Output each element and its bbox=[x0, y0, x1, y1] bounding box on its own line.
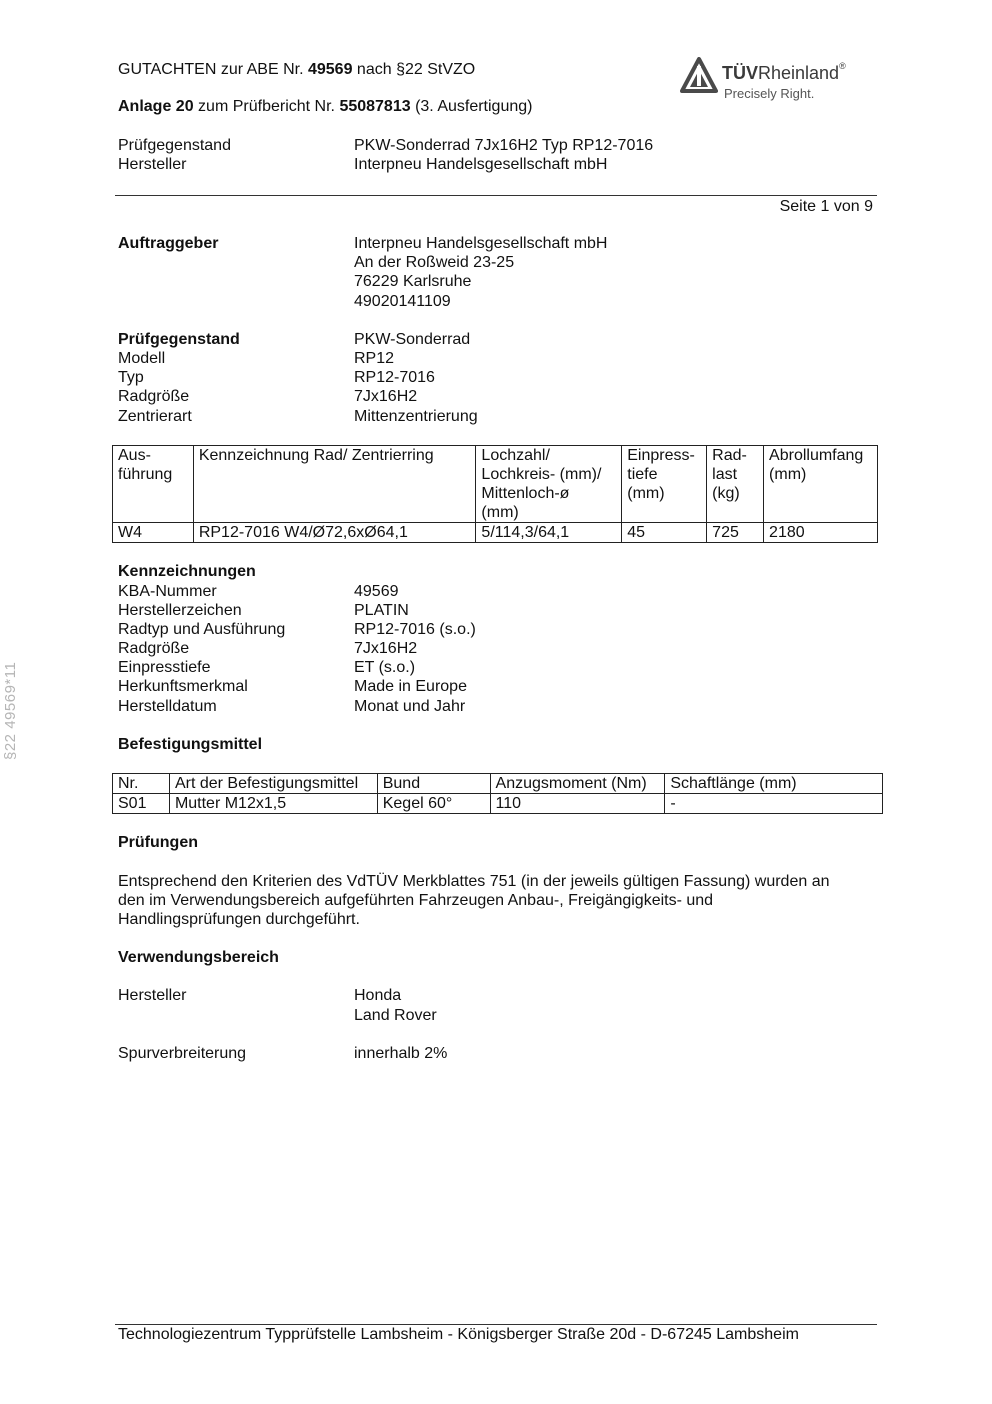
header-nr: Nr. bbox=[113, 774, 170, 794]
value-herstellerzeichen: PLATIN bbox=[354, 602, 409, 619]
cell-nr: S01 bbox=[113, 794, 170, 814]
header-radlast: Rad- last (kg) bbox=[707, 446, 764, 523]
header-label-pruefgegenstand: Prüfgegenstand bbox=[118, 137, 231, 154]
table-row bbox=[113, 523, 878, 543]
label-typ: Typ bbox=[118, 369, 144, 386]
header-divider bbox=[115, 195, 877, 196]
header-kennzeichnung: Kennzeichnung Rad/ Zentrierring bbox=[193, 446, 476, 523]
header-value-hersteller: Interpneu Handelsgesellschaft mbH bbox=[354, 156, 608, 173]
header-lochzahl: Lochzahl/ Lochkreis- (mm)/ Mittenloch-ø (mm) bbox=[476, 446, 622, 523]
table-row bbox=[113, 794, 883, 814]
pruefgegenstand-value: PKW-Sonderrad bbox=[354, 331, 471, 348]
header-value-pruefgegenstand: PKW-Sonderrad 7Jx16H2 Typ RP12-7016 bbox=[354, 137, 654, 154]
label-radgroesse: Radgröße bbox=[118, 388, 190, 405]
value-einpresstiefe: ET (s.o.) bbox=[354, 659, 416, 676]
cell-kennzeichnung: RP12-7016 W4/Ø72,6xØ64,1 bbox=[193, 523, 476, 543]
page-number: Seite 1 von 9 bbox=[779, 198, 873, 215]
label-hersteller-vb: Hersteller bbox=[118, 987, 187, 1004]
value-herstelldatum: Monat und Jahr bbox=[354, 698, 466, 715]
table-header-row bbox=[113, 446, 878, 523]
tuv-triangle-icon bbox=[680, 57, 718, 95]
value-modell: RP12 bbox=[354, 350, 395, 367]
heading-auftraggeber: Auftraggeber bbox=[118, 235, 219, 252]
cell-schaftlaenge: - bbox=[665, 794, 883, 814]
header-ausfuehrung: Aus- führung bbox=[113, 446, 194, 523]
cell-lochzahl: 5/114,3/64,1 bbox=[476, 523, 622, 543]
label-radtyp: Radtyp und Ausführung bbox=[118, 621, 286, 638]
auftraggeber-number: 49020141109 bbox=[354, 293, 451, 310]
value-hersteller-land-rover: Land Rover bbox=[354, 1007, 437, 1024]
heading-pruefungen: Prüfungen bbox=[118, 834, 198, 851]
heading-verwendungsbereich: Verwendungsbereich bbox=[118, 949, 279, 966]
report-reference: Anlage 20 zum Prüfbericht Nr. 55087813 (3. Ausfertigung) bbox=[118, 98, 533, 115]
heading-kennzeichnungen: Kennzeichnungen bbox=[118, 563, 256, 580]
cell-einpresstiefe: 45 bbox=[622, 523, 707, 543]
value-radtyp: RP12-7016 (s.o.) bbox=[354, 621, 476, 638]
logo-wordmark: TÜVRheinland® bbox=[722, 61, 846, 83]
fastener-table bbox=[112, 773, 883, 814]
side-stamp: §22 49569*11 bbox=[2, 661, 19, 760]
tuv-rheinland-logo bbox=[680, 55, 870, 105]
cell-abrollumfang: 2180 bbox=[764, 523, 878, 543]
pruefungen-paragraph: Entsprechend den Kriterien des VdTÜV Merkblattes 751 (in der jeweils gültigen Fassung) wurden an den im Verwendungsbereich aufgeführten Fahrzeugen Anbau-, Freigängigkeits- und Handlingsprüfungen durchgeführt. bbox=[118, 873, 830, 928]
header-bund: Bund bbox=[377, 774, 490, 794]
label-spurverbreiterung: Spurverbreiterung bbox=[118, 1045, 247, 1062]
label-herkunftsmerkmal: Herkunftsmerkmal bbox=[118, 678, 248, 695]
auftraggeber-city: 76229 Karlsruhe bbox=[354, 273, 472, 290]
value-spurverbreiterung: innerhalb 2% bbox=[354, 1045, 448, 1062]
heading-pruefgegenstand: Prüfgegenstand bbox=[118, 331, 240, 348]
cell-bund: Kegel 60° bbox=[377, 794, 490, 814]
heading-befestigungsmittel: Befestigungsmittel bbox=[118, 736, 263, 753]
table-header-row bbox=[113, 774, 883, 794]
value-kba-nummer: 49569 bbox=[354, 583, 399, 600]
label-radgroesse-kz: Radgröße bbox=[118, 640, 190, 657]
label-einpresstiefe: Einpresstiefe bbox=[118, 659, 211, 676]
value-herkunftsmerkmal: Made in Europe bbox=[354, 678, 467, 695]
label-herstelldatum: Herstelldatum bbox=[118, 698, 217, 715]
cell-anzugsmoment: 110 bbox=[490, 794, 665, 814]
report-number: 55087813 bbox=[339, 98, 411, 115]
cell-art: Mutter M12x1,5 bbox=[169, 794, 377, 814]
cell-radlast: 725 bbox=[707, 523, 764, 543]
value-zentrierart: Mittenzentrierung bbox=[354, 408, 478, 425]
header-abrollumfang: Abrollumfang (mm) bbox=[764, 446, 878, 523]
abe-number: 49569 bbox=[307, 61, 353, 78]
label-kba-nummer: KBA-Nummer bbox=[118, 583, 217, 600]
wheel-variant-table bbox=[112, 445, 878, 543]
header-anzugsmoment: Anzugsmoment (Nm) bbox=[490, 774, 665, 794]
header-label-hersteller: Hersteller bbox=[118, 156, 187, 173]
label-zentrierart: Zentrierart bbox=[118, 408, 192, 425]
header-art: Art der Befestigungsmittel bbox=[169, 774, 377, 794]
auftraggeber-name: Interpneu Handelsgesellschaft mbH bbox=[354, 235, 608, 252]
cell-ausfuehrung: W4 bbox=[113, 523, 194, 543]
label-modell: Modell bbox=[118, 350, 166, 367]
header-schaftlaenge: Schaftlänge (mm) bbox=[665, 774, 883, 794]
value-typ: RP12-7016 bbox=[354, 369, 435, 386]
value-hersteller-honda: Honda bbox=[354, 987, 402, 1004]
footer-address: Technologiezentrum Typprüfstelle Lambsheim - Königsberger Straße 20d - D-67245 Lambsheim bbox=[118, 1326, 799, 1343]
logo-tagline: Precisely Right. bbox=[724, 86, 815, 101]
label-herstellerzeichen: Herstellerzeichen bbox=[118, 602, 242, 619]
document-title: GUTACHTEN zur ABE Nr. 49569 nach §22 StVZO bbox=[118, 61, 476, 78]
value-radgroesse-kz: 7Jx16H2 bbox=[354, 640, 418, 657]
value-radgroesse: 7Jx16H2 bbox=[354, 388, 418, 405]
header-einpresstiefe: Einpress- tiefe (mm) bbox=[622, 446, 707, 523]
auftraggeber-street: An der Roßweid 23-25 bbox=[354, 254, 515, 271]
